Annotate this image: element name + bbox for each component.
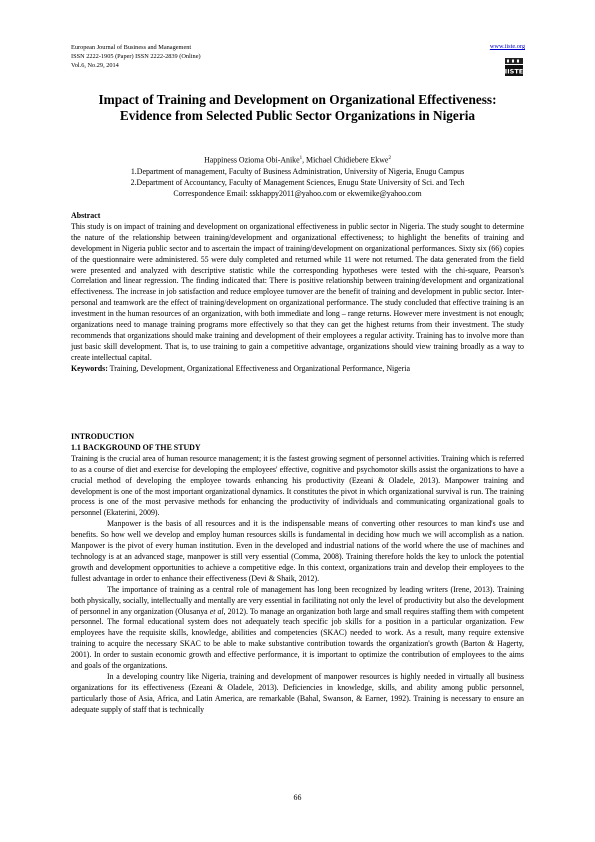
page-number: 66	[293, 793, 302, 802]
abstract-section	[71, 211, 524, 375]
introduction-section	[71, 432, 524, 716]
affiliation-1: 1.Department of management, Faculty of Business Administration, University of Nigeria, Enugu Campus	[130, 166, 465, 176]
intro-paragraph-1: Training is the crucial area of human resource management; it is the fastest growing segment of personnel activities. Training which is referred to as a course of diet and exercise for developing the employees' effective, cognitive and psychomotor skills assist the organizations to have a crucial method of developing the employee towards enhancing his productivity (Ezeani & Oladele, 2013). Manpower training and development is one of the most important organizational dynamics. It constitutes the pivot in which organizational survival is run. The training process is one of the most pervasive methods for enhancing the productivity of individuals and communicating organizational goals to personnel (Ekaterini, 2009).	[71, 453, 524, 518]
journal-header	[71, 43, 201, 70]
abstract-text: This study is on impact of training and development on organizational effectiveness in public sector in Nigeria. The study sought to determine the nature of the relationship between training/development and organizational effectiveness; to highlight the benefits of training and development in Nigeria public sector and to ascertain the impact of training/development on organizational performances. Sixty six (66) copies of the questionnaire were administered. 55 were duly completed and returned while 11 were not returned. The data generated from the field were presented and analyzed with descriptive statistic while the corresponding hypotheses were tested with the chi-square, Pearson's Correlation and linear regression. The finding indicated that: There is positive relationship between training/development and organizational effectiveness. The increase in job satisfaction and reduce employee turnover are the benefit of training and development in public sector. Inter-personal and teamwork are the effect of training/development on organizational performance. The study concluded that effective training is an investment in the human resources of an organization, with both immediate and long – range returns. However mere investment is not enough; organizations need to manage training programs more effectively so that they can get the highest returns from their investment. The study recommends that organizations should make training and development of their employees a regular activity. Training has to involve more than just basic skill development. That is, to use training to gain a competitive advantage, organizations should view training broadly as a way to create intellectual capital.	[71, 221, 524, 362]
correspondence-email: Correspondence Email: sskhappy2011@yahoo.com or ekwemike@yahoo.com	[173, 188, 422, 198]
intro-paragraph-3: The importance of training as a central role of management has long been recognized by leading writers (Irene, 2013). Training both physically, socially, intellectually and mentally are very essential in facilitating not only the level of productivity but also the development of personnel in any organization (Olusanya et al, 2012). To manage an organization both large and small requires staffing them with competent personnel. The formal educational system does not adequately teach specific job skills for a position in a particular organization. Few employees have the requisite skills, knowledge, abilities and competencies (SKAC) needed to work. As a result, many require extensive training to acquire the necessary SKAC to be able to make substantive contribution towards the organization's growth (Barton & Hagerty, 2001). In order to sustain economic growth and effective performance, it is important to optimize the contribution of employees to the aims and goals of the organizations.	[71, 584, 524, 671]
background-subheading: 1.1 BACKGROUND OF THE STUDY	[71, 442, 201, 452]
author-names: Happiness Ozioma Obi-Anike$^1$, Michael Chidiebere Ekwe$^2$	[204, 155, 391, 165]
authors-block	[71, 153, 524, 199]
keywords: Keywords: Training, Development, Organizational Effectiveness and Organizational Performance, Nigeria	[71, 363, 410, 373]
issn: ISSN 2222-1905 (Paper) ISSN 2222-2839 (Online)	[71, 53, 201, 60]
intro-heading: INTRODUCTION	[71, 432, 135, 441]
intro-paragraph-2: Manpower is the basis of all resources and it is the indispensable means of converting other resources to man kind's use and benefits. So how well we develop and employ human resources skills is fundamental in deciding how much we will accomplish as a nation. Manpower is the pivot of every human institution. Even in the developed and industrial nations of the world where the use of machines and technology is at an advanced stage, manpower is still very essential (Comma, 2008). Training therefore holds the key to unlock the potential growth and development opportunities to achieve a competitive edge. In this context, organizations train and develop their employees to the fullest advantage in order to enhance their effectiveness (Devi & Shaik, 2012).	[71, 519, 524, 583]
paper-title: Impact of Training and Development on Organizational Effectiveness: Evidence from Selected Public Sector Organizations in Nigeria	[98, 92, 497, 124]
intro-paragraph-4: In a developing country like Nigeria, training and development of manpower resources is highly needed in virtually all business organizations for its effectiveness (Ezeani & Oladele, 2013). Deficiencies in knowledge, skills, and ability among public personnel, particularly those of Asia, Africa, and Latin America, are remarkable (Bahal, Swanson, & Earner, 1992). Training is necessary to ensure an adequate supply of staff that is technically	[71, 671, 524, 714]
affiliation-2: 2.Department of Accountancy, Faculty of Management Sciences, Enugu State University of Sci. and Tech	[130, 177, 465, 187]
abstract-heading: Abstract	[71, 211, 101, 220]
journal-name: European Journal of Business and Management	[71, 44, 192, 51]
website-link[interactable]: www.iiste.org	[489, 43, 525, 50]
volume: Vol.6, No.29, 2014	[71, 62, 119, 69]
logo-text: IISTE	[504, 67, 524, 76]
iiste-logo	[503, 56, 525, 78]
